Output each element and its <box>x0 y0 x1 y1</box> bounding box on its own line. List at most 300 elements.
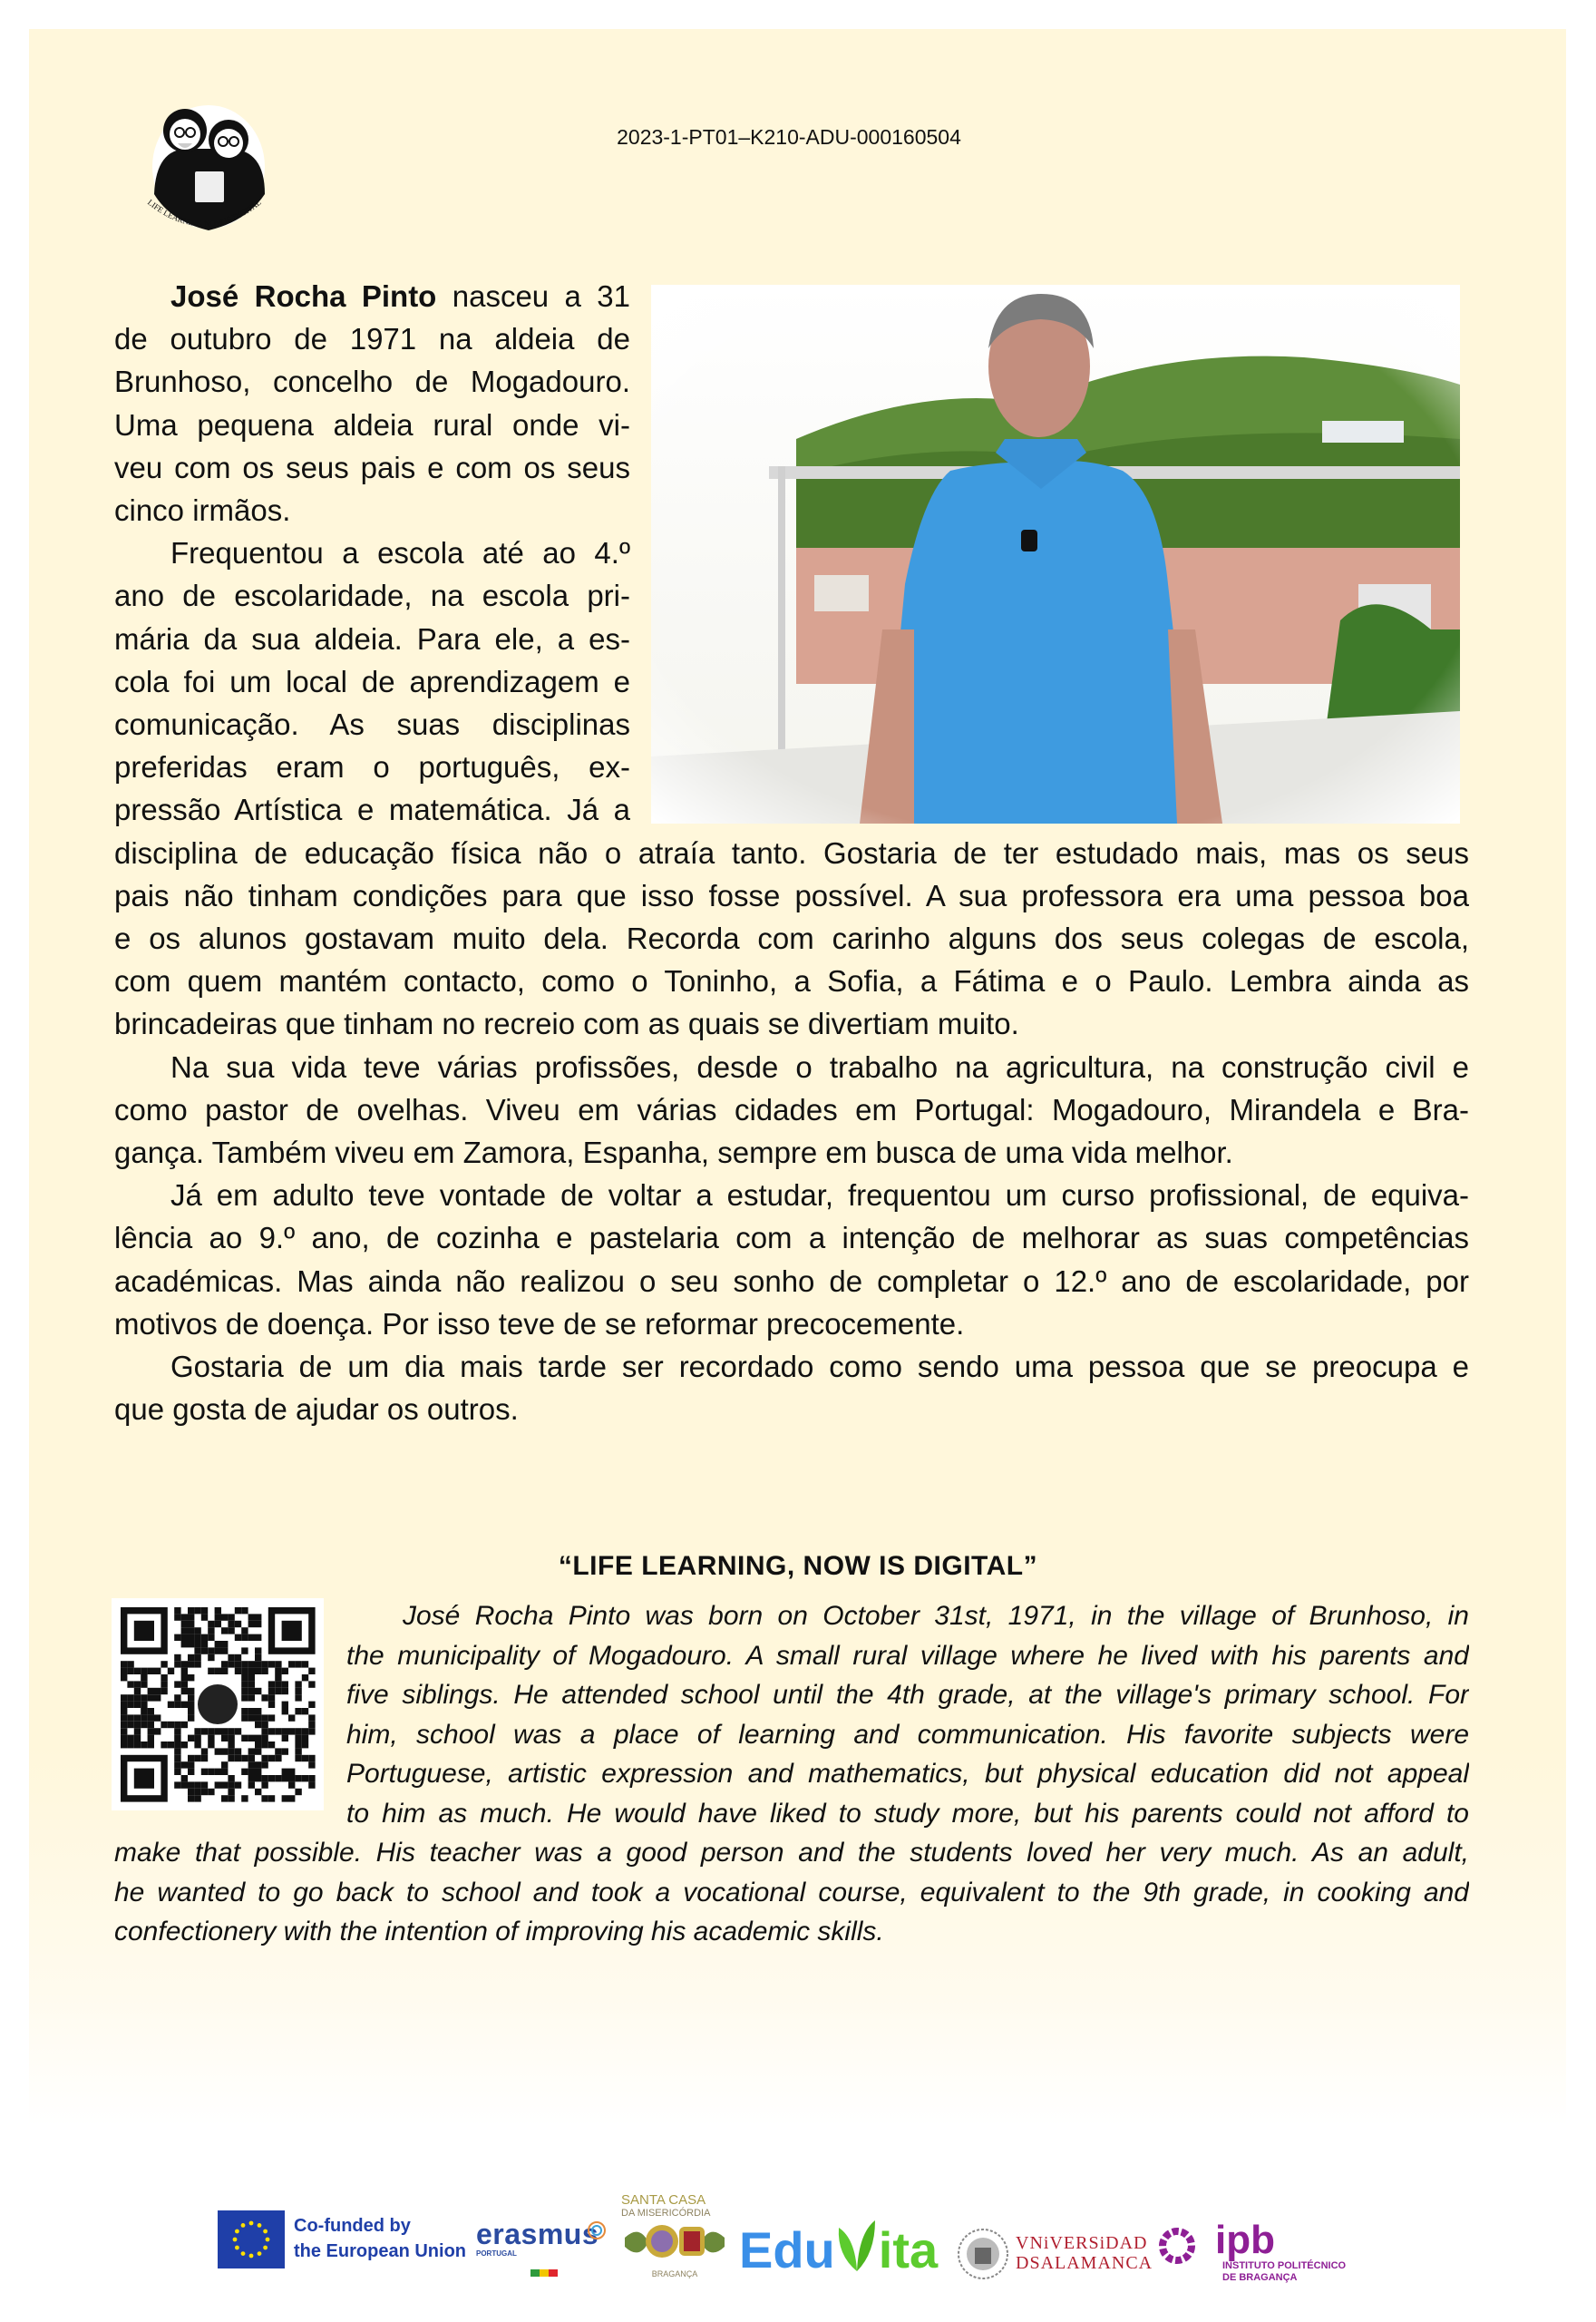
pt-text-line <box>170 275 630 317</box>
qr-module <box>215 1748 221 1754</box>
qr-module <box>255 1722 261 1728</box>
qr-module <box>168 1742 174 1748</box>
qr-module <box>268 1694 275 1701</box>
qr-module <box>181 1702 188 1708</box>
qr-module <box>154 1714 161 1721</box>
qr-module <box>188 1674 194 1681</box>
qr-module <box>174 1654 180 1661</box>
qr-module <box>181 1781 188 1788</box>
eu-flag-icon <box>218 2210 285 2268</box>
qr-module <box>181 1674 188 1681</box>
qr-module <box>141 1742 147 1748</box>
qr-module <box>181 1614 188 1620</box>
qr-module <box>201 1748 208 1754</box>
qr-module <box>255 1654 261 1661</box>
qr-module <box>228 1728 234 1734</box>
qr-module <box>288 1661 295 1667</box>
eu-star-icon <box>258 2251 262 2256</box>
qr-module <box>295 1694 301 1701</box>
qr-module <box>241 1714 248 1721</box>
qr-module <box>181 1668 188 1674</box>
qr-module <box>188 1641 194 1647</box>
erasmus-fingerprint-icon <box>587 2220 607 2240</box>
qr-module <box>308 1761 315 1768</box>
qr-module <box>275 1748 281 1754</box>
qr-module <box>188 1781 194 1788</box>
qr-center-logo-icon <box>198 1684 238 1724</box>
qr-module <box>221 1627 228 1634</box>
qr-module <box>275 1674 281 1681</box>
qr-module <box>228 1748 234 1754</box>
pt-line-text: nasceu a 31 <box>436 279 630 313</box>
en-text-line: confectionery with the intention of improving his academic skills. <box>114 1917 884 1946</box>
pt-text-line: lência ao 9.º ano, de cozinha e pastelaria com a intenção de melhorar as suas competências <box>114 1221 1469 1255</box>
pt-text-line: Frequentou a escola até ao 4.º <box>170 536 630 571</box>
qr-module <box>228 1654 234 1661</box>
qr-module <box>208 1742 214 1748</box>
qr-module <box>221 1748 228 1754</box>
qr-module <box>248 1775 255 1781</box>
pt-text-line: ano de escolaridade, na escola pri- <box>114 579 630 613</box>
qr-module <box>208 1668 214 1674</box>
qr-module <box>221 1661 228 1667</box>
qr-module <box>241 1627 248 1634</box>
qr-module <box>248 1708 255 1714</box>
qr-module <box>261 1728 268 1734</box>
ipb-gear-icon <box>1152 2224 1206 2269</box>
qr-module <box>282 1708 288 1714</box>
qr-module <box>161 1688 167 1694</box>
qr-module <box>181 1634 188 1641</box>
pt-text-line: comunicação. As suas disciplinas <box>114 707 630 741</box>
qr-module <box>148 1688 154 1694</box>
qr-module <box>121 1674 127 1681</box>
qr-module <box>248 1694 255 1701</box>
qr-module <box>282 1775 288 1781</box>
person-name: José Rocha Pinto <box>170 279 437 313</box>
qr-module <box>241 1681 248 1687</box>
qr-module <box>268 1795 275 1801</box>
qr-module <box>181 1641 188 1647</box>
qr-module <box>134 1742 141 1748</box>
qr-module <box>235 1621 241 1627</box>
qr-module <box>174 1661 180 1667</box>
eu-star-icon <box>241 2251 246 2256</box>
qr-module <box>188 1769 194 1775</box>
qr-code[interactable] <box>112 1598 324 1810</box>
qr-module <box>127 1735 133 1742</box>
qr-module <box>188 1634 194 1641</box>
qr-module <box>241 1668 248 1674</box>
qr-module <box>228 1742 234 1748</box>
qr-module <box>261 1714 268 1721</box>
qr-module <box>168 1702 174 1708</box>
qr-module <box>148 1694 154 1701</box>
qr-module <box>201 1769 208 1775</box>
qr-module <box>295 1755 301 1761</box>
qr-module <box>255 1661 261 1667</box>
qr-module <box>302 1708 308 1714</box>
qr-module <box>188 1621 194 1627</box>
qr-module <box>248 1781 255 1788</box>
santa-casa-line1: SANTA CASA <box>621 2192 706 2208</box>
qr-module <box>228 1621 234 1627</box>
qr-module <box>127 1722 133 1728</box>
pt-text-line: com quem mantém contacto, como o Toninho, a Sofia, a Fátima e o Paulo. Lembra ainda as <box>114 964 1469 999</box>
qr-module <box>174 1634 180 1641</box>
qr-module <box>255 1688 261 1694</box>
qr-module <box>148 1714 154 1721</box>
qr-module <box>295 1688 301 1694</box>
qr-module <box>295 1661 301 1667</box>
qr-module <box>121 1661 127 1667</box>
qr-module <box>248 1735 255 1742</box>
qr-module <box>201 1647 208 1654</box>
qr-module <box>215 1769 221 1775</box>
qr-module <box>141 1694 147 1701</box>
pt-text-line: que gosta de ajudar os outros. <box>114 1392 519 1427</box>
qr-module <box>221 1735 228 1742</box>
qr-module <box>148 1708 154 1714</box>
portrait-photo <box>651 285 1460 824</box>
qr-module <box>235 1654 241 1661</box>
qr-module <box>221 1781 228 1788</box>
qr-module <box>261 1742 268 1748</box>
qr-module <box>241 1755 248 1761</box>
qr-module <box>194 1742 200 1748</box>
qr-module <box>282 1728 288 1734</box>
qr-module <box>302 1775 308 1781</box>
qr-module <box>121 1735 127 1742</box>
qr-module <box>201 1634 208 1641</box>
salamanca-line2: DSALAMANCA <box>1016 2253 1153 2273</box>
qr-module <box>188 1607 194 1614</box>
santa-casa-line2: DA MISERICÓRDIA <box>621 2208 711 2219</box>
eduvita-leaf-icon <box>835 2219 879 2269</box>
erasmus-sub: PORTUGAL <box>476 2249 517 2258</box>
pt-text-line: Uma pequena aldeia rural onde vi- <box>114 407 630 442</box>
eu-star-icon <box>249 2254 254 2259</box>
qr-module <box>235 1728 241 1734</box>
en-text-line: he wanted to go back to school and took a vocational course, equivalent to the 9th grade, in cooking and <box>114 1877 1469 1907</box>
qr-module <box>141 1681 147 1687</box>
santa-casa-line3: BRAGANÇA <box>651 2269 698 2278</box>
eu-star-icon <box>249 2221 254 2226</box>
qr-module <box>282 1735 288 1742</box>
pt-text-line: disciplina de educação física não o atraía tanto. Gostaria de ter estudado mais, mas os seus <box>114 835 1469 870</box>
qr-module <box>141 1722 147 1728</box>
qr-module <box>295 1708 301 1714</box>
qr-module <box>181 1761 188 1768</box>
qr-module <box>288 1714 295 1721</box>
pt-text-line: Já em adulto teve vontade de voltar a estudar, frequentou um curso profissional, de equiva- <box>170 1178 1469 1213</box>
qr-module <box>168 1668 174 1674</box>
qr-module <box>148 1742 154 1748</box>
qr-module <box>181 1722 188 1728</box>
qr-module <box>221 1795 228 1801</box>
qr-module <box>235 1634 241 1641</box>
qr-module <box>181 1742 188 1748</box>
qr-module <box>255 1634 261 1641</box>
qr-module <box>174 1761 180 1768</box>
qr-module <box>194 1641 200 1647</box>
qr-module <box>194 1728 200 1734</box>
qr-module <box>255 1621 261 1627</box>
qr-module <box>248 1688 255 1694</box>
qr-module <box>221 1641 228 1647</box>
qr-module <box>134 1668 141 1674</box>
qr-module <box>188 1755 194 1761</box>
pt-text-line: Gostaria de um dia mais tarde ser recordado como sendo uma pessoa que se preocupa e <box>170 1350 1469 1383</box>
qr-module <box>188 1789 194 1795</box>
qr-module <box>181 1661 188 1667</box>
qr-module <box>194 1607 200 1614</box>
qr-module <box>261 1781 268 1788</box>
qr-module <box>161 1674 167 1681</box>
qr-module <box>161 1661 167 1667</box>
qr-module <box>228 1614 234 1620</box>
qr-module <box>181 1621 188 1627</box>
qr-module <box>121 1708 127 1714</box>
qr-module <box>282 1681 288 1687</box>
qr-module <box>308 1668 315 1674</box>
eu-star-icon <box>263 2246 268 2250</box>
qr-module <box>255 1647 261 1654</box>
qr-module <box>154 1694 161 1701</box>
qr-module <box>235 1607 241 1614</box>
qr-module <box>308 1722 315 1728</box>
project-reference: 2023-1-PT01–K210-ADU-000160504 <box>617 125 961 149</box>
qr-module <box>308 1755 315 1761</box>
qr-module <box>268 1728 275 1734</box>
eu-star-icon <box>235 2229 239 2234</box>
en-text-line: Portuguese, artistic expression and mathematics, but physical education did not appeal <box>346 1759 1469 1789</box>
qr-module <box>302 1735 308 1742</box>
qr-module <box>282 1769 288 1775</box>
qr-module <box>194 1627 200 1634</box>
qr-module <box>248 1755 255 1761</box>
qr-module <box>127 1681 133 1687</box>
qr-module <box>188 1735 194 1742</box>
eu-line-2: the European Union <box>294 2241 466 2261</box>
qr-module <box>208 1769 214 1775</box>
qr-module <box>295 1748 301 1754</box>
qr-module <box>215 1781 221 1788</box>
qr-module <box>288 1781 295 1788</box>
en-text-line: José Rocha Pinto was born on October 31st, 1971, in the village of Brunhoso, in <box>403 1601 1469 1631</box>
en-text-line: the municipality of Mogadouro. A small rural village where he lived with his parents and <box>346 1640 1469 1671</box>
qr-module <box>255 1748 261 1754</box>
qr-module <box>302 1742 308 1748</box>
qr-module <box>248 1661 255 1667</box>
qr-module <box>161 1681 167 1687</box>
qr-module <box>154 1668 161 1674</box>
qr-module <box>134 1714 141 1721</box>
qr-module <box>308 1681 315 1687</box>
qr-module <box>308 1728 315 1734</box>
pt-text-line: gança. Também viveu em Zamora, Espanha, sempre em busca de uma vida melhor. <box>114 1136 1233 1169</box>
qr-module <box>235 1755 241 1761</box>
qr-module <box>275 1688 281 1694</box>
qr-module <box>308 1775 315 1781</box>
qr-module <box>248 1621 255 1627</box>
qr-module <box>308 1781 315 1788</box>
qr-module <box>148 1728 154 1734</box>
salamanca-wordmark <box>1016 2233 1153 2273</box>
qr-module <box>134 1694 141 1701</box>
qr-module <box>268 1702 275 1708</box>
pt-text-line: mária da sua aldeia. Para ele, a es- <box>114 621 630 656</box>
qr-module <box>215 1668 221 1674</box>
qr-module <box>188 1761 194 1768</box>
qr-module <box>302 1755 308 1761</box>
qr-module <box>248 1769 255 1775</box>
qr-module <box>174 1781 180 1788</box>
qr-module <box>215 1607 221 1614</box>
erasmus-flag-strip <box>530 2269 558 2277</box>
qr-module <box>228 1627 234 1634</box>
qr-module <box>255 1708 261 1714</box>
qr-module <box>201 1789 208 1795</box>
qr-module <box>268 1775 275 1781</box>
qr-module <box>308 1714 315 1721</box>
qr-module <box>174 1681 180 1687</box>
qr-module <box>161 1742 167 1748</box>
pt-text-line: Na sua vida teve várias profissões, desde o trabalho na agricultura, na construção civil e <box>170 1049 1469 1084</box>
qr-module <box>228 1661 234 1667</box>
english-section-heading: “LIFE LEARNING, NOW IS DIGITAL” <box>558 1551 1038 1581</box>
qr-module <box>188 1654 194 1661</box>
qr-module <box>121 1702 127 1708</box>
qr-module <box>282 1748 288 1754</box>
qr-module <box>154 1688 161 1694</box>
en-text-line: to him as much. He would have liked to study more, but his parents could not afford to <box>346 1798 1469 1829</box>
qr-module <box>181 1681 188 1687</box>
qr-module <box>268 1714 275 1721</box>
qr-module <box>221 1769 228 1775</box>
qr-module <box>255 1789 261 1795</box>
qr-module <box>261 1735 268 1742</box>
project-logo <box>138 94 279 241</box>
qr-module <box>248 1761 255 1768</box>
qr-module <box>248 1634 255 1641</box>
qr-module <box>268 1755 275 1761</box>
qr-module <box>268 1681 275 1687</box>
erasmus-logo <box>476 2219 608 2282</box>
qr-module <box>188 1702 194 1708</box>
qr-module <box>255 1735 261 1742</box>
qr-module <box>168 1722 174 1728</box>
qr-module <box>221 1614 228 1620</box>
qr-module <box>215 1621 221 1627</box>
qr-module <box>248 1748 255 1754</box>
qr-module <box>261 1795 268 1801</box>
qr-module <box>221 1668 228 1674</box>
qr-module <box>241 1688 248 1694</box>
qr-module <box>181 1688 188 1694</box>
pt-text-line: como pastor de ovelhas. Viveu em várias cidades em Portugal: Mogadouro, Mirandela e Bra- <box>114 1092 1469 1127</box>
qr-module <box>127 1714 133 1721</box>
qr-module <box>228 1775 234 1781</box>
qr-module <box>248 1674 255 1681</box>
qr-module <box>261 1775 268 1781</box>
qr-module <box>228 1755 234 1761</box>
qr-module <box>127 1742 133 1748</box>
qr-module <box>134 1728 141 1734</box>
qr-module <box>208 1621 214 1627</box>
qr-module <box>241 1674 248 1681</box>
pt-text-line: cinco irmãos. <box>114 493 291 527</box>
qr-module <box>141 1702 147 1708</box>
eduvita-logo <box>739 2219 938 2282</box>
qr-module <box>194 1789 200 1795</box>
qr-module <box>255 1769 261 1775</box>
qr-module <box>174 1694 180 1701</box>
salamanca-seal-icon <box>957 2228 1009 2280</box>
en-text-line: five siblings. He attended school until the 4th grade, at the village's primary school. For <box>346 1680 1469 1710</box>
qr-module <box>121 1714 127 1721</box>
qr-module <box>174 1607 180 1614</box>
pt-text-line: pais não tinham condições para que isso fosse possível. A sua professora era uma pessoa boa <box>114 878 1469 912</box>
eu-star-icon <box>235 2246 239 2250</box>
eu-star-icon <box>266 2238 270 2242</box>
qr-module <box>134 1735 141 1742</box>
qr-module <box>188 1688 194 1694</box>
qr-module <box>121 1694 127 1701</box>
ipb-logo <box>1215 2220 1346 2284</box>
qr-module <box>228 1789 234 1795</box>
qr-module <box>174 1614 180 1620</box>
qr-module <box>188 1714 194 1721</box>
qr-module <box>121 1722 127 1728</box>
qr-module <box>302 1661 308 1667</box>
qr-module <box>255 1775 261 1781</box>
qr-module <box>215 1647 221 1654</box>
qr-module <box>295 1789 301 1795</box>
qr-module <box>188 1694 194 1701</box>
qr-module <box>141 1714 147 1721</box>
qr-module <box>308 1702 315 1708</box>
qr-module <box>275 1668 281 1674</box>
qr-module <box>248 1668 255 1674</box>
qr-module <box>127 1668 133 1674</box>
qr-module <box>295 1775 301 1781</box>
qr-module <box>282 1795 288 1801</box>
qr-module <box>201 1607 208 1614</box>
salamanca-line1: VNiVERSiDAD <box>1016 2233 1148 2253</box>
qr-module <box>241 1647 248 1654</box>
qr-module <box>248 1614 255 1620</box>
qr-module <box>174 1769 180 1775</box>
qr-module <box>194 1634 200 1641</box>
qr-module <box>241 1661 248 1667</box>
ipb-wordmark: ipb <box>1215 2218 1275 2262</box>
qr-module <box>208 1789 214 1795</box>
pt-text-line: académicas. Mas ainda não realizou o seu sonho de completar o 12.º ano de escolaridade, por <box>114 1263 1469 1298</box>
qr-module <box>288 1728 295 1734</box>
qr-module <box>208 1735 214 1742</box>
qr-module <box>295 1735 301 1742</box>
qr-module <box>194 1781 200 1788</box>
qr-module <box>208 1627 214 1634</box>
qr-module <box>208 1728 214 1734</box>
qr-module <box>261 1761 268 1768</box>
qr-module <box>228 1795 234 1801</box>
qr-module <box>228 1735 234 1742</box>
pt-text-line: brincadeiras que tinham no recreio com as quais se divertiam muito. <box>114 1007 1019 1041</box>
ipb-sub2: DE BRAGANÇA <box>1222 2272 1298 2283</box>
qr-module <box>148 1735 154 1742</box>
